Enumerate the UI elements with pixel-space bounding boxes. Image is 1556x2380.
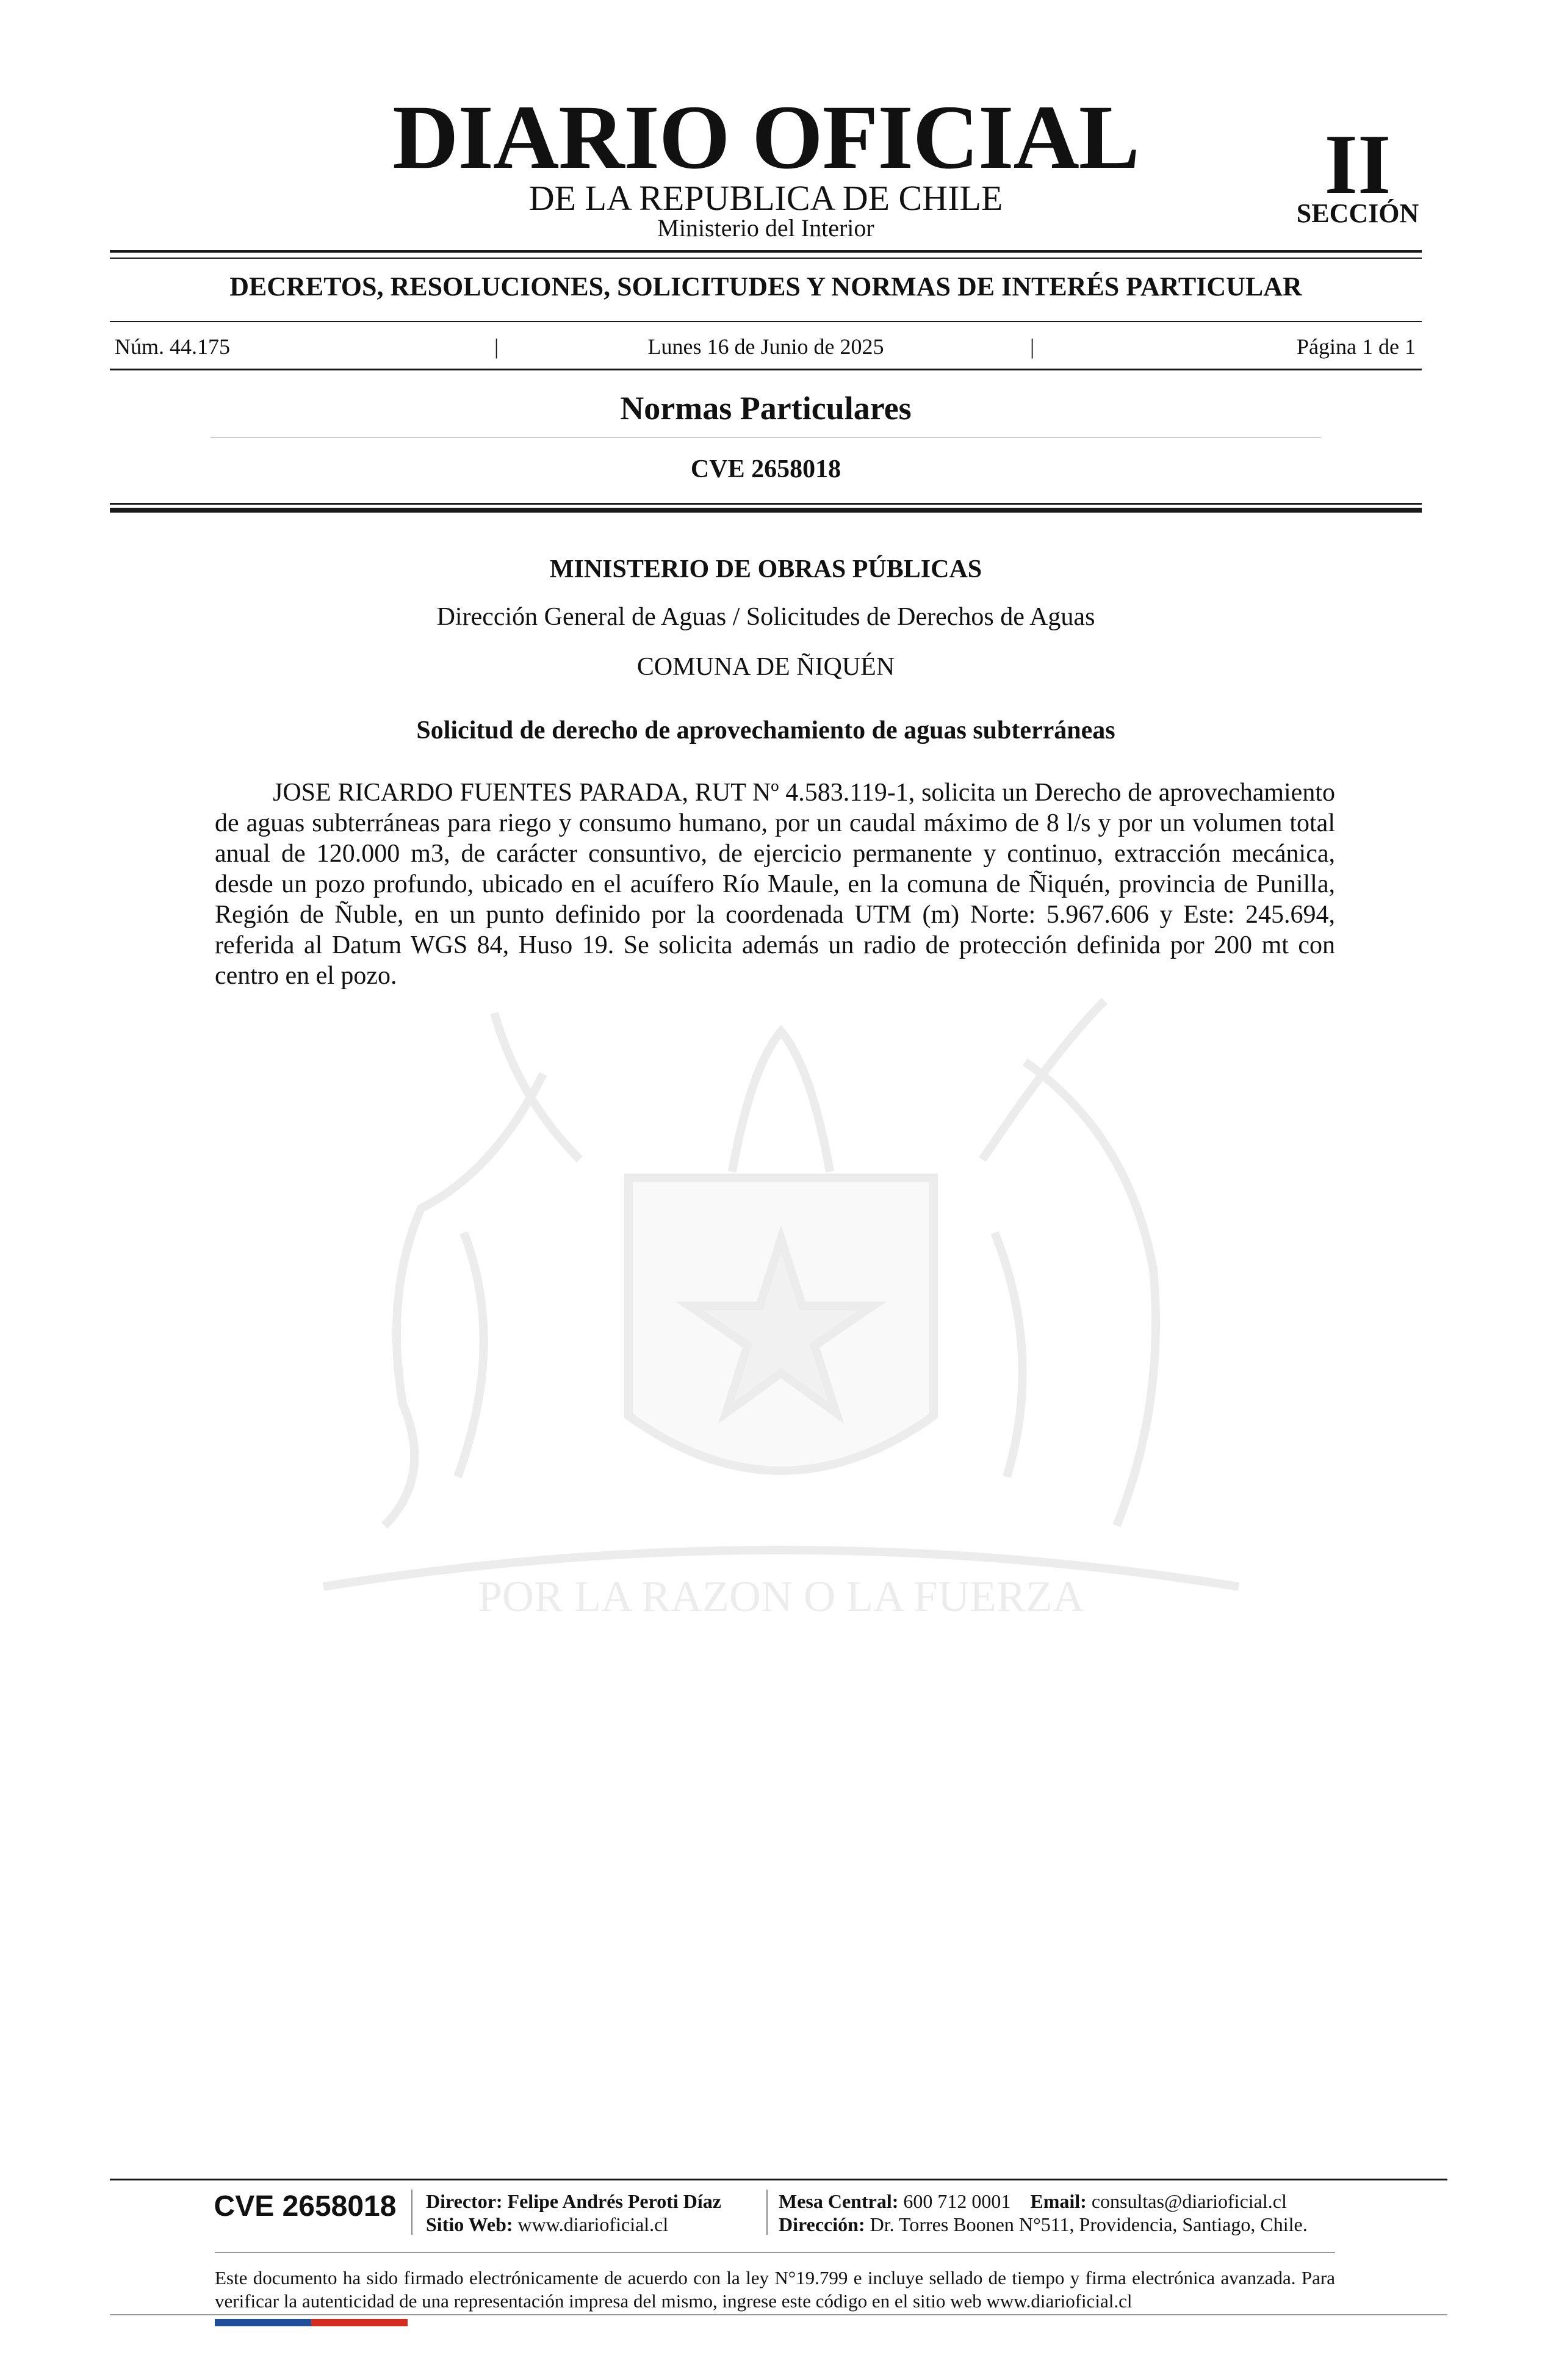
- email-link[interactable]: consultas@diarioficial.cl: [1091, 2190, 1287, 2212]
- mesa-label: Mesa Central:: [779, 2190, 899, 2212]
- comuna-heading: COMUNA DE ÑIQUÉN: [636, 653, 895, 681]
- issuing-ministry: MINISTERIO DE OBRAS PÚBLICAS: [549, 555, 982, 583]
- banner-rule: [110, 321, 1422, 322]
- document-body: JOSE RICARDO FUENTES PARADA, RUT Nº 4.583.119-1, solicita un Derecho de aprovechamiento de aguas subterráneas para riego y consumo humano, por un caudal máximo de 8 l/s y por un volumen total anual de 120.000 m3, de carácter consuntivo, de ejercicio permanente y continuo, extracción mecánica, desde un pozo profundo, ubicado en el acuífero Río Maule, en la comuna de Ñiquén, provincia de Punilla, Región de Ñuble, en un punto definido por la coordenada UTM (m) Norte: 5.967.606 y Este: 245.694, referida al Datum WGS 84, Huso 19. Se solicita además un radio de protección definida por 200 mt con centro en el pozo.: [215, 779, 1335, 990]
- document-title: Solicitud de derecho de aprovechamiento de aguas subterráneas: [416, 716, 1115, 745]
- footer-rule-top: [110, 2179, 1447, 2180]
- header-rule-thick: [110, 508, 1422, 513]
- page-indicator: Página 1 de 1: [1297, 334, 1416, 359]
- email-label: Email:: [1030, 2190, 1087, 2212]
- footer-rule-bottom: [110, 2314, 1447, 2315]
- director-label: Director:: [426, 2190, 503, 2212]
- flag-stripe-red: [311, 2319, 408, 2326]
- header-rule-thin: [110, 503, 1422, 505]
- cve-code: CVE 2658018: [690, 455, 841, 483]
- footer-legal-notice: Este documento ha sido firmado electrónicamente de acuerdo con la ley N°19.799 e incluye sellado de tiempo y firma electrónica avanzada. Para verificar la autenticidad de una representación impresa del mismo, ingrese este código en el sitio web www.diarioficial.cl: [215, 2267, 1335, 2312]
- issue-date: Lunes 16 de Junio de 2025: [647, 334, 884, 359]
- address-label: Dirección:: [779, 2213, 865, 2235]
- section-label: SECCIÓN: [1296, 198, 1419, 228]
- mesa-phone: 600 712 0001: [903, 2190, 1011, 2212]
- meta-separator: |: [494, 334, 499, 359]
- website-link[interactable]: www.diarioficial.cl: [517, 2213, 669, 2235]
- section-title-underline: [211, 437, 1321, 438]
- footer-cve-code: CVE 2658018: [214, 2190, 397, 2223]
- watermark-motto: POR LA RAZON O LA FUERZA: [477, 1572, 1085, 1621]
- coat-of-arms-watermark-icon: [201, 976, 1361, 1678]
- masthead-rule-thick: [110, 250, 1422, 253]
- meta-rule: [110, 369, 1422, 370]
- address-value: Dr. Torres Boonen N°511, Providencia, Santiago, Chile.: [870, 2213, 1308, 2235]
- footer-contact-block: [779, 2190, 1308, 2236]
- category-banner: DECRETOS, RESOLUCIONES, SOLICITUDES Y NORMAS DE INTERÉS PARTICULAR: [229, 272, 1302, 301]
- footer-divider: [766, 2190, 768, 2235]
- masthead-ministry: Ministerio del Interior: [657, 214, 874, 242]
- director-name: Felipe Andrés Peroti Díaz: [507, 2190, 721, 2212]
- footer-divider: [411, 2190, 412, 2235]
- masthead-rule-thin: [110, 258, 1422, 259]
- meta-separator: |: [1030, 334, 1035, 359]
- masthead-title: DIARIO OFICIAL: [392, 87, 1139, 188]
- section-title: Normas Particulares: [620, 390, 912, 427]
- section-number: II: [1324, 117, 1391, 212]
- issuing-direction: Dirección General de Aguas / Solicitudes de Derechos de Aguas: [436, 603, 1095, 631]
- issue-number: Núm. 44.175: [115, 334, 230, 359]
- website-label: Sitio Web:: [426, 2213, 513, 2235]
- footer-rule-middle: [215, 2252, 1335, 2253]
- footer-director-block: [426, 2190, 721, 2236]
- masthead-subtitle: DE LA REPUBLICA DE CHILE: [528, 178, 1003, 218]
- flag-stripe-blue: [215, 2319, 311, 2326]
